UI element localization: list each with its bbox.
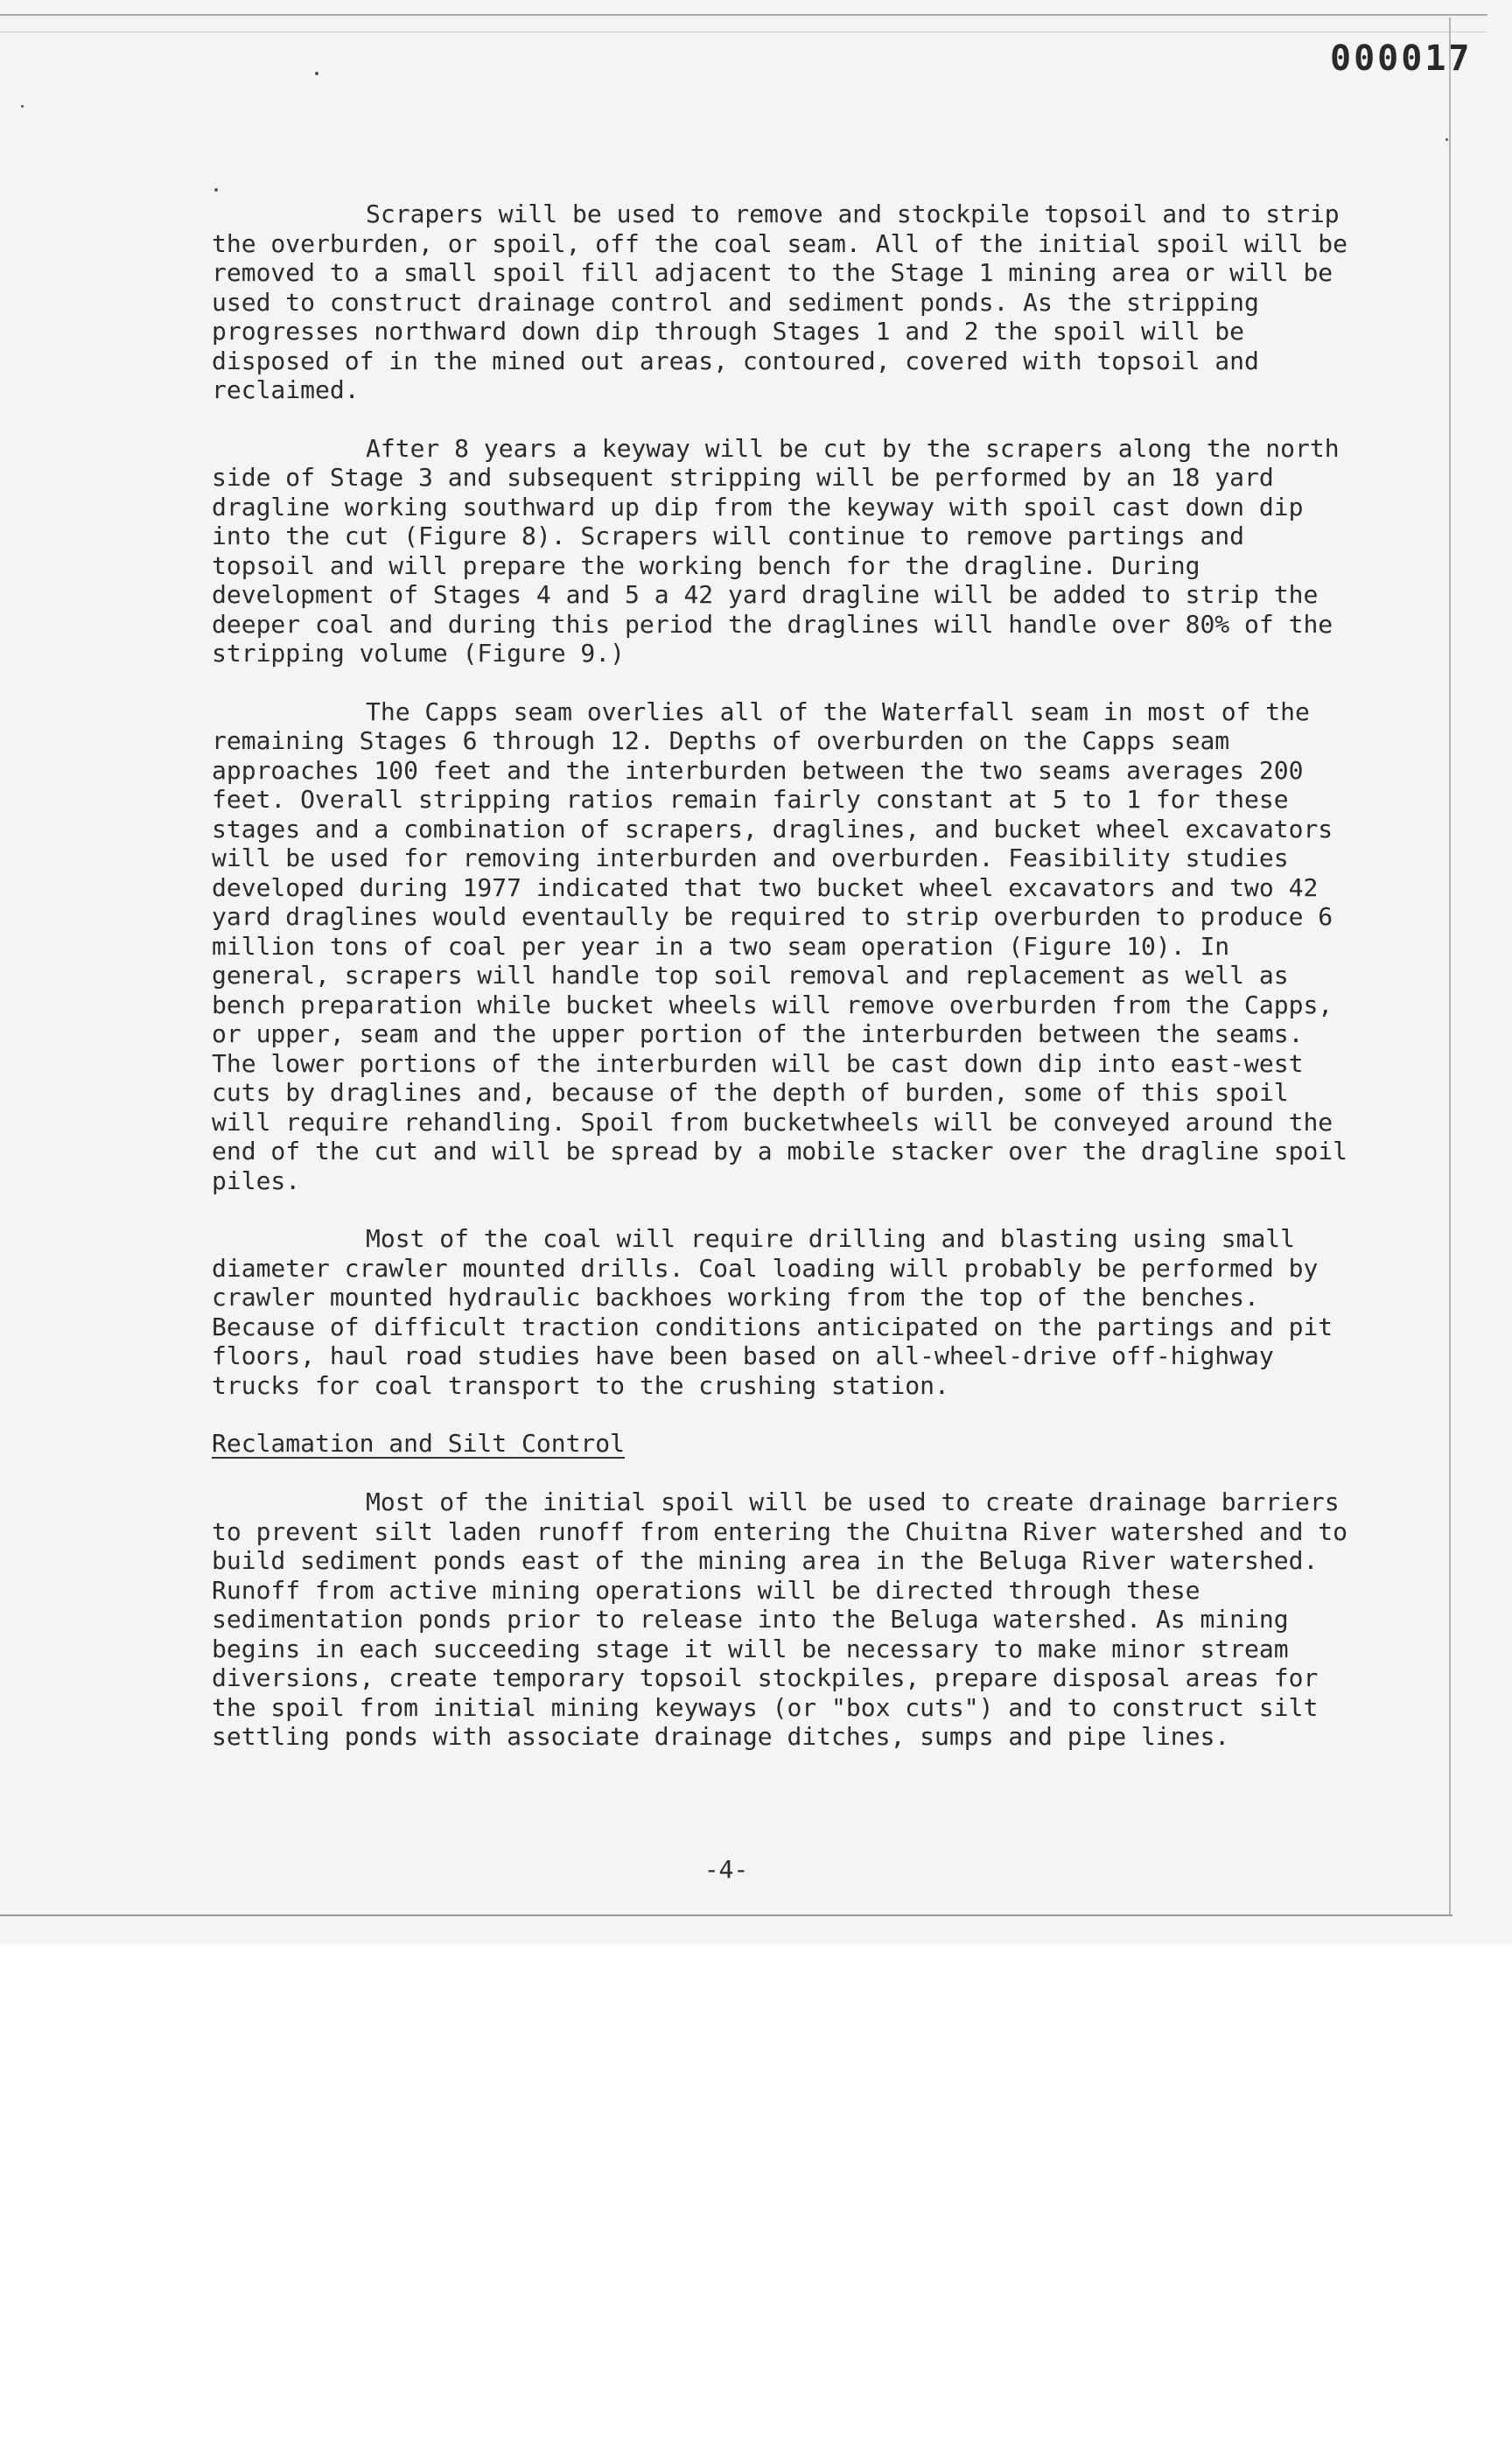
scan-edge-right [1449,18,1451,1916]
paragraph-3: The Capps seam overlies all of the Waterfall seam in most of the remaining Stages 6 through 12. Depths of overburden on the Capps seam approaches 100 feet and the interburden between the two seams averages 200 feet. Overall stripping ratios remain fairly constant at 5 to 1 for these stages and a combination of scrapers, draglines, and bucket wheel excavators will be used for removing interburden and overburden. Feasibility studies developed during 1977 indicated that two bucket wheel excavators and two 42 yard draglines would eventaully be required to strip overburden to produce 6 million tons of coal per year in a two seam operation (Figure 10). In general, scrapers will handle top soil removal and replacement as well as bench preparation while bucket wheels will remove overburden from the Capps, or upper, seam and the upper portion of the interburden between the seams. The lower portions of the interburden will be cast down dip into east-west cuts by draglines and, because of the depth of burden, some of this spoil will require rehandling. Spoil from bucketwheels will be conveyed around the end of the cut and will be spread by a mobile stacker over the dragline spoil piles. [212,696,1348,1195]
paragraph-1: Scrapers will be used to remove and stockpile topsoil and to strip the overburden, or spoil, off the coal seam. All of the initial spoil will be removed to a small spoil fill adjacent to the Stage 1 mining area or will be used to construct drainage control and sediment ponds. As the stripping progresses northward down dip through Stages 1 and 2 the spoil will be disposed of in the mined out areas, contoured, covered with topsoil and reclaimed. [212,200,1348,404]
section-paragraph: Most of the initial spoil will be used to create drainage barriers to prevent silt laden runoff from entering the Chuitna River watershed and to build sediment ponds east of the mining area in the Beluga River watershed. Runoff from active mining operations will be directed through these sedimentation ponds prior to release into the Beluga watershed. As mining begins in each succeeding stage it will be necessary to make minor stream diversions, create temporary topsoil stockpiles, prepare disposal areas for the spoil from initial mining keyways (or "box cuts") and to construct silt settling ponds with associate drainage ditches, sumps and pipe lines. [212,1488,1348,1751]
scan-edge-top [0,14,1488,16]
paragraph-2: After 8 years a keyway will be cut by the scrapers along the north side of Stage 3 and subsequent stripping will be performed by an 18 yard dragline working southward up dip from the keyway with spoil cast down dip into the cut (Figure 8). Scrapers will continue to remove partings and topsoil and will prepare the working bench for the dragline. During development of Stages 4 and 5 a 42 yard dragline will be added to strip the deeper coal and during this period the draglines will handle over 80% of the stripping volume (Figure 9.) [212,433,1340,668]
section-heading: Reclamation and Silt Control [212,1429,626,1458]
paragraph-4: Most of the coal will require drilling and blasting using small diameter crawler mounted drills. Coal loading will probably be performed by crawler mounted hydraulic backhoes working from the top of the benches. Because of difficult traction conditions anticipated on the partings and pit floors, haul road studies have been based on all-wheel-drive off-highway trucks for coal transport to the crushing station. [212,1224,1334,1400]
scan-edge-bottom [0,1914,1452,1916]
scan-speck [315,72,318,75]
scan-speck [21,105,24,108]
page-stamp: 000017 [1330,38,1473,79]
scan-speck [1446,138,1448,141]
scan-speck [214,188,218,192]
page-number: -4- [704,1855,749,1884]
document-body [212,200,1349,1781]
